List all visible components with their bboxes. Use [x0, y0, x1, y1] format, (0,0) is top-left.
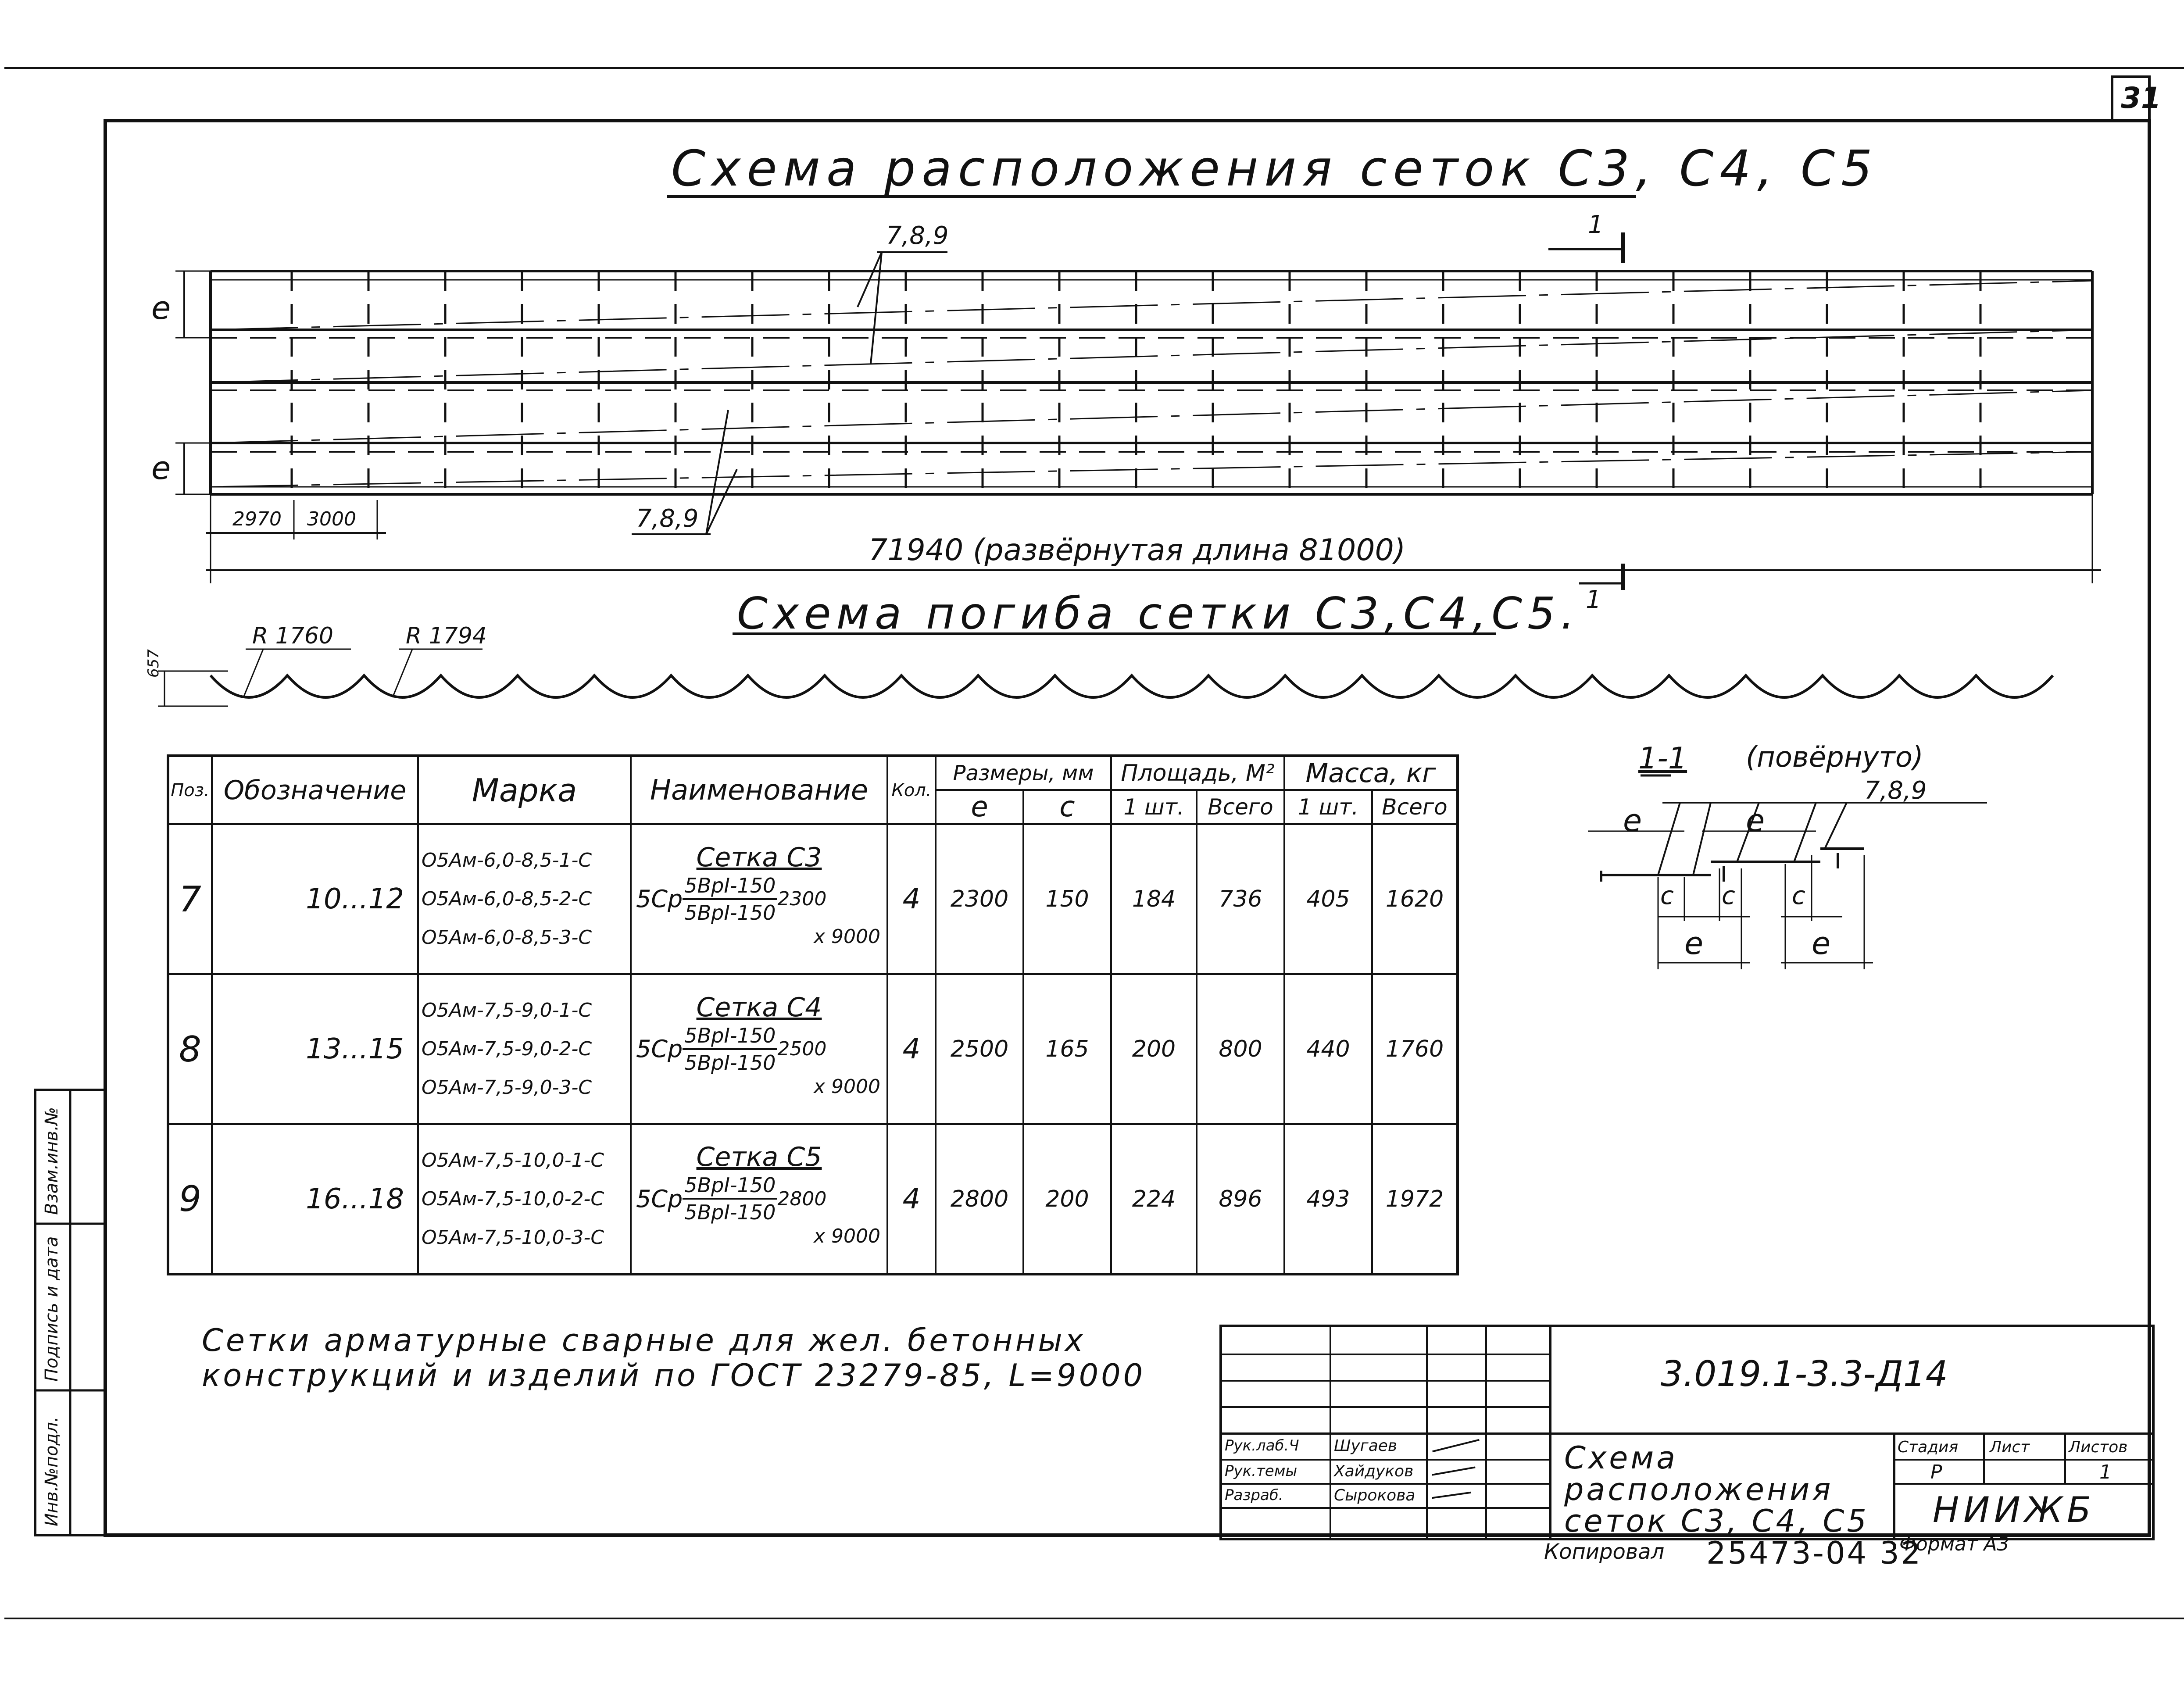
spec-table: [167, 754, 1459, 1275]
role-2: Рук.темы: [1225, 1462, 1298, 1480]
section-mark-top: 1: [1588, 211, 1604, 239]
row-name: [631, 824, 887, 974]
sheets-label: Листов: [2069, 1438, 2128, 1456]
bend-radius-1: R 1760: [252, 623, 333, 649]
hdr-size-c: с: [1023, 790, 1111, 824]
row-e: 2800: [936, 1124, 1023, 1274]
footer-format: Формат А3: [1899, 1533, 2009, 1555]
mesh-fraction: [683, 873, 777, 925]
row-c: 150: [1023, 824, 1111, 974]
row-marks: [418, 824, 631, 974]
mesh-den: 5ВрI-150: [684, 900, 776, 925]
row-marks: [418, 1124, 631, 1274]
row-qty: 4: [887, 974, 936, 1124]
table-row: [168, 974, 1458, 1124]
layout-title: Схема расположения сеток С3, С4, С5: [671, 140, 1879, 197]
section-label-e-2: е: [1746, 803, 1765, 839]
spacing-label-bottom: е: [151, 450, 171, 486]
page-number: 31: [2121, 81, 2161, 115]
dim-left-2: 3000: [307, 508, 356, 530]
leader-label-bottom: 7,8,9: [636, 504, 699, 533]
mesh-length: x 9000: [813, 1225, 880, 1247]
hdr-mark: Марка: [418, 756, 631, 824]
row-qty: 4: [887, 824, 936, 974]
side-field-2: Подпись и дата: [42, 1236, 62, 1382]
row-mass-unit: 405: [1284, 824, 1372, 974]
hdr-area: Площадь, М²: [1111, 756, 1284, 790]
sheet-title: Схема расположения сеток С3, С4, С5: [1564, 1440, 1869, 1539]
hdr-mass-unit: 1 шт.: [1284, 790, 1372, 824]
mesh-prefix: 5Ср: [636, 1035, 683, 1063]
mesh-width: 2800: [777, 1187, 827, 1210]
row-qty: 4: [887, 1124, 936, 1274]
mark-line: О5Ам-7,5-9,0-2-С: [422, 1038, 592, 1060]
row-mass-total: 1760: [1372, 974, 1458, 1124]
hdr-area-total: Всего: [1197, 790, 1284, 824]
hdr-designation: Обозначение: [212, 756, 418, 824]
doc-code: 3.019.1-3.3-Д14: [1661, 1354, 1948, 1394]
hdr-area-unit: 1 шт.: [1111, 790, 1197, 824]
mesh-den: 5ВрI-150: [684, 1200, 776, 1224]
section-label-c-3: с: [1792, 882, 1805, 910]
table-row: [168, 824, 1458, 974]
signature-1: [1432, 1439, 1480, 1452]
bend-title: Схема погиба сетки С3,С4,С5.: [737, 588, 1580, 639]
dim-total: 71940 (развёрнутая длина 81000): [869, 533, 1406, 568]
spacing-label-top: е: [151, 289, 171, 326]
section-label-c-1: с: [1660, 882, 1674, 910]
row-designation: 16...18: [212, 1124, 418, 1274]
role-3: Разраб.: [1225, 1486, 1283, 1504]
row-pos: 8: [168, 974, 212, 1124]
mesh-fraction: [683, 1023, 777, 1075]
row-mass-total: 1620: [1372, 824, 1458, 974]
sheets-value: 1: [2099, 1461, 2112, 1483]
mesh-num: 5ВрI-150: [683, 873, 777, 900]
row-name: [631, 974, 887, 1124]
mark-line: О5Ам-7,5-10,0-3-С: [422, 1226, 604, 1249]
section-label-c-2: с: [1722, 882, 1735, 910]
row-name: [631, 1124, 887, 1274]
note-line-2: конструкций и изделий по ГОСТ 23279-85, L=9000: [202, 1357, 1146, 1393]
row-designation: 10...12: [212, 824, 418, 974]
row-mass-unit: 440: [1284, 974, 1372, 1124]
row-pos: 7: [168, 824, 212, 974]
footer-copied: Копировал: [1544, 1540, 1665, 1564]
sheet-label: Лист: [1990, 1438, 2030, 1456]
mesh-length: x 9000: [813, 925, 880, 948]
table-row: [168, 1124, 1458, 1274]
row-e: 2500: [936, 974, 1023, 1124]
section-label-e-1: е: [1623, 803, 1642, 839]
note-line-1: Сетки арматурные сварные для жел. бетонных: [202, 1322, 1086, 1358]
signature-3: [1432, 1492, 1471, 1499]
mesh-fraction: [683, 1172, 777, 1225]
mesh-width: 2300: [777, 888, 827, 910]
mesh-prefix: 5Ср: [636, 1185, 683, 1213]
section-title: 1-1: [1638, 741, 1687, 776]
row-pos: 9: [168, 1124, 212, 1274]
mark-line: О5Ам-6,0-8,5-2-С: [422, 888, 592, 910]
title-block: [1219, 1325, 2155, 1540]
section-leader: 7,8,9: [1864, 776, 1927, 805]
row-c: 200: [1023, 1124, 1111, 1274]
signature-2: [1432, 1466, 1475, 1475]
mesh-num: 5ВрI-150: [683, 1023, 777, 1050]
row-area-unit: 184: [1111, 824, 1197, 974]
row-area-unit: 200: [1111, 974, 1197, 1124]
mesh-title: Сетка С5: [696, 1142, 822, 1172]
mark-line: О5Ам-6,0-8,5-3-С: [422, 926, 592, 949]
hdr-size-e: е: [936, 790, 1023, 824]
mesh-title: Сетка С3: [696, 842, 822, 873]
hdr-qty: Кол.: [887, 756, 936, 824]
mesh-num: 5ВрI-150: [683, 1172, 777, 1200]
mark-line: О5Ам-7,5-10,0-2-С: [422, 1187, 604, 1210]
mesh-prefix: 5Ср: [636, 885, 683, 913]
side-field-1: Взам.инв.№: [42, 1107, 62, 1215]
section-label-e-4: е: [1812, 925, 1831, 961]
org-name: НИИЖБ: [1933, 1490, 2095, 1530]
person-1: Шугаев: [1334, 1437, 1398, 1455]
person-2: Хайдуков: [1334, 1462, 1414, 1480]
row-area-total: 896: [1197, 1124, 1284, 1274]
section-label-e-3: е: [1684, 925, 1704, 961]
row-e: 2300: [936, 824, 1023, 974]
mark-line: О5Ам-6,0-8,5-1-С: [422, 849, 592, 872]
footer-number: 25473-04 32: [1706, 1535, 1923, 1571]
mesh-width: 2500: [777, 1038, 827, 1060]
section-subtitle: (повёрнуто): [1746, 741, 1923, 774]
mesh-title: Сетка С4: [696, 992, 822, 1023]
section-mark-bottom: 1: [1586, 586, 1601, 614]
mark-line: О5Ам-7,5-9,0-3-С: [422, 1076, 592, 1099]
person-3: Сырокова: [1334, 1486, 1415, 1504]
row-area-unit: 224: [1111, 1124, 1197, 1274]
row-designation: 13...15: [212, 974, 418, 1124]
stage-label: Стадия: [1898, 1438, 1959, 1456]
row-mass-unit: 493: [1284, 1124, 1372, 1274]
mesh-length: x 9000: [813, 1075, 880, 1098]
hdr-sizes: Размеры, мм: [936, 756, 1111, 790]
mesh-den: 5ВрI-150: [684, 1050, 776, 1075]
dim-left-1: 2970: [232, 508, 282, 530]
stage-value: Р: [1930, 1461, 1942, 1483]
hdr-name: Наименование: [631, 756, 887, 824]
row-mass-total: 1972: [1372, 1124, 1458, 1274]
mark-line: О5Ам-7,5-9,0-1-С: [422, 999, 592, 1022]
bend-radius-2: R 1794: [406, 623, 487, 649]
row-area-total: 736: [1197, 824, 1284, 974]
row-area-total: 800: [1197, 974, 1284, 1124]
row-c: 165: [1023, 974, 1111, 1124]
side-field-3: Инв.№подл.: [42, 1416, 62, 1526]
role-1: Рук.лаб.Ч: [1225, 1437, 1299, 1454]
bend-height-label: 657: [145, 649, 162, 678]
leader-label-top: 7,8,9: [886, 221, 949, 250]
mark-line: О5Ам-7,5-10,0-1-С: [422, 1149, 604, 1172]
row-marks: [418, 974, 631, 1124]
hdr-mass: Масса, кг: [1284, 756, 1458, 790]
hdr-mass-total: Всего: [1372, 790, 1458, 824]
hdr-pos: Поз.: [168, 756, 212, 824]
